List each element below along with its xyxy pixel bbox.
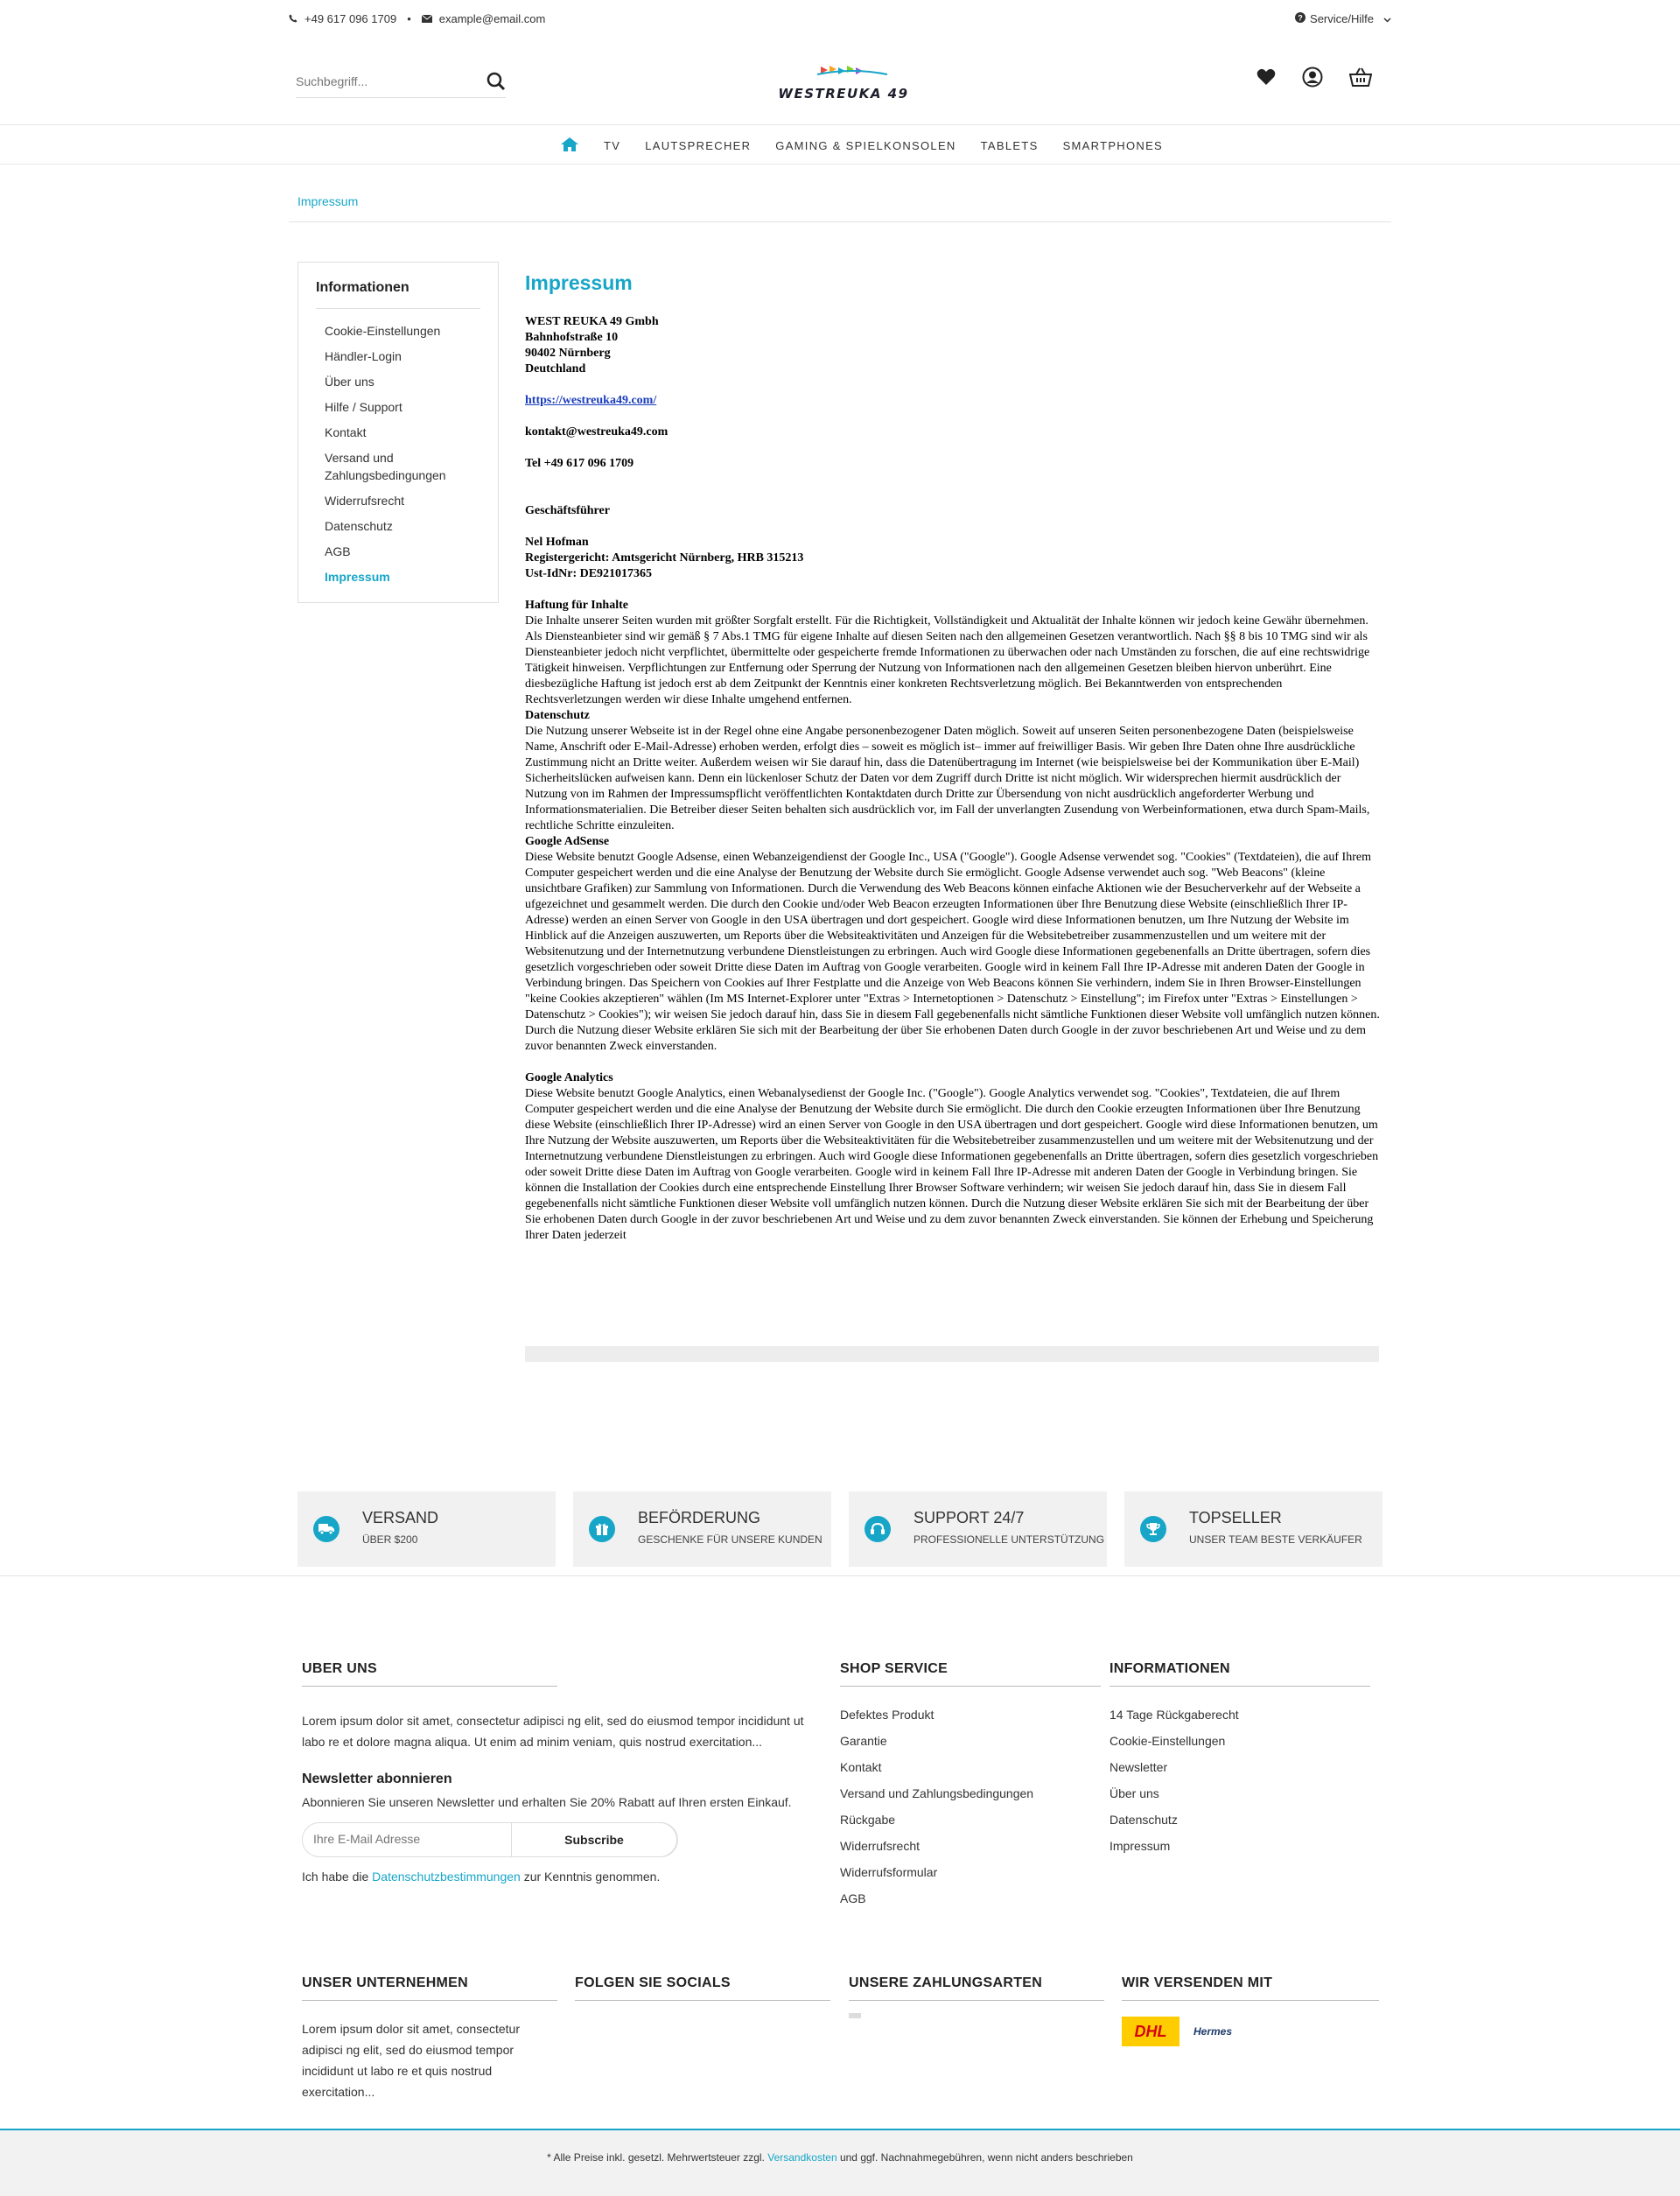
search-box xyxy=(296,68,506,98)
analytics-title: Google Analytics xyxy=(525,1071,613,1084)
footer-info-item[interactable]: Datenschutz xyxy=(1110,1813,1178,1827)
feature-subtitle: GESCHENKE FÜR UNSERE KUNDEN xyxy=(638,1533,822,1546)
adsense-text: Diese Website benutzt Google Adsense, einen Webanzeigendienst der Google Inc., USA ("Google"). Google Adsense verwendet sog. "Cookies" (Textdateien), die auf Ihrem Computer gespeichert werden und die eine Analyse der Benutzung der Website durch Sie ermöglicht. Google Adsense verwendet auch sog. "Web Beacons" (kleine unsichtbare Grafiken) zur Sammlung von Informationen. Durch die Verwendung des Web Beacons können einfache Aktionen wie der Besucherverkehr auf der Webseite a ufgezeichnet und gesammelt werden. Die durch den Cookie und/oder Web Beacon erzeugten Informationen über Ihre Benutzung diese Website (einschließlich Ihrer IP-Adresse) werden an einen Server von Google in den USA übertragen und dort gespeichert. Google wird diese Informationen benutzen, um Ihre Nutzung der Website im Hinblick auf die Anzeigen auszuwerten, um Reports über die Websiteaktivitäten und Anzeigen für die Websitebetreiber zusammenzustellen und um weitere mit der Websitenutzung und der Internetnutzung verbundene Dienstleistungen zu erbringen. Auch wird Google diese Informationen gegebenenfalls an Dritte übertragen, sofern dies gesetzlich vorgeschrieben oder soweit Dritte diese Daten im Auftrag von Google verarbeiten. Google wird in keinem Fall Ihre IP-Adresse mit anderen Daten der Google in Verbindung bringen. Das Speichern von Cookies auf Ihrer Festplatte und die Anzeige von Web Beacons können Sie verhindern, indem Sie in Ihren Browser-Einstellungen "keine Cookies akzeptieren" wählen (Im MS Internet-Explorer unter "Extras > Internetoptionen > Datenschutz > Einstellung"; im Firefox unter "Extras > Einstellungen > Datenschutz > Cookies"); wir weisen Sie jedoch darauf hin, dass Sie in diesem Fall gegebenenfalls nicht sämtliche Funktionen dieser Website voll umfänglich nutzen können. Durch die Nutzung dieser Website erklären Sie sich mit der Bearbeitung der über Sie erhobenen Daten durch Google in der zuvor beschriebenen Art und Weise und zu dem zuvor benannten Zweck einverstanden. xyxy=(525,851,1380,1053)
website-link[interactable]: https://westreuka49.com/ xyxy=(525,394,657,407)
trophy-icon xyxy=(1140,1516,1166,1542)
footer-shop-item[interactable]: Rückgabe xyxy=(840,1813,896,1827)
truck-icon xyxy=(313,1516,340,1542)
vat-id: Ust-IdNr: DE921017365 xyxy=(525,567,653,580)
feature-title: TOPSELLER xyxy=(1189,1509,1282,1526)
adsense-title: Google AdSense xyxy=(525,835,610,848)
footer-shop-title: SHOP SERVICE xyxy=(840,1661,1101,1687)
versandkosten-link[interactable]: Versandkosten xyxy=(767,2151,837,2164)
footer-shipping xyxy=(1122,1975,1379,2046)
service-label: Service/Hilfe xyxy=(1310,12,1374,25)
price-disclaimer xyxy=(0,2151,1680,2164)
content-bottom-band xyxy=(525,1346,1379,1362)
footer-about xyxy=(302,1661,557,1687)
footer-shop-item[interactable]: AGB xyxy=(840,1891,866,1905)
datenschutz-text: Die Nutzung unserer Webseite ist in der Regel ohne eine Angabe personenbezogener Daten möglich. Soweit auf unseren Seiten personenbezogene Daten (beispielsweise Name, Anschrift oder E-Mail-Adresse) erhoben werden, erfolgt dies – soweit es möglich ist– immer auf freiwilliger Basis. Wir geben Ihre Daten ohne Ihre ausdrückliche Zustimmung nicht an Dritte weiter. Außerdem weisen wir Sie darauf hin, dass die Datenübertragung im Internet (wie beispielsweise bei der Kommunikation über E-Mail) Sicherheitslücken aufweisen kann. Denn ein lückenloser Schutz der Daten vor dem Zugriff durch Dritte ist nicht möglich. Wir widersprechen hiermit ausdrücklich der Nutzung von im Rahmen der Impressumspflicht veröffentlichten Kontaktdaten durch Dritte zur Übersendung von nicht ausdrücklich angeforderter Werbung und Informationsmaterialien. Die Betreiber dieser Seiten behalten sich ausdrücklich vor, im Fall der unverlangten Zusendung von Werbeinformationen, etwa durch Spam-Mails, rechtliche Schritte einzuleiten. xyxy=(525,725,1370,832)
footer-company xyxy=(302,1975,557,2102)
top-bar xyxy=(289,12,1391,26)
contact-email: kontakt@westreuka49.com xyxy=(525,425,668,438)
haftung-title: Haftung für Inhalte xyxy=(525,599,628,612)
privacy-pre: Ich habe die xyxy=(302,1870,373,1884)
home-icon[interactable] xyxy=(560,137,579,155)
sidebar-item-impressum[interactable]: Impressum xyxy=(325,570,390,584)
company-street: Bahnhofstraße 10 xyxy=(525,331,619,344)
nav-item-smartphones[interactable]: SMARTPHONES xyxy=(1062,138,1164,152)
analytics-text: Diese Website benutzt Google Analytics, einen Webanalysedienst der Google Inc. ("Google"). Google Analytics verwendet sog. "Cookies", Textdateien, die auf Ihrem Computer gespeichert werden und die eine Analyse der Benutzung der Website durch Sie ermöglicht. Die durch den Cookie erzeugten Informationen über Ihre Benutzung diese Website (einschließlich Ihrer IP-Adresse) wird an einen Server von Google in den USA übertragen und dort gespeichert. Google wird diese Informationen benutzen, um Ihre Nutzung der Website auszuwerten, um Reports über die Websiteaktivitäten für die Websitebetreiber zusammenzustellen und um weitere mit der Websitenutzung und der Internetnutzung verbundene Dienstleistungen zu erbringen. Auch wird Google diese Informationen gegebenenfalls an Dritte übertragen, sofern dies gesetzlich vorgeschrieben oder soweit Dritte diese Daten im Auftrag von Google verarbeiten. Google wird in keinem Fall Ihre IP-Adresse mit anderen Daten der Google in Verbindung bringen. Sie können die Installation der Cookies durch eine entsprechende Einstellung Ihrer Browser Software verhindern; wir weisen Sie jedoch darauf hin, dass Sie in diesem Fall gegebenenfalls nicht sämtliche Funktionen dieser Website voll umfänglich nutzen können. Durch die Nutzung dieser Website erklären Sie sich mit der Bearbeitung der über Sie erhobenen Daten durch Google in der zuvor beschriebenen Art und Weise und zu dem zuvor benannten Zweck einverstanden. Sie können der Erhebung und Speicherung Ihrer Daten jederzeit xyxy=(525,1087,1379,1242)
footer-informationen xyxy=(1110,1661,1370,1859)
privacy-link[interactable]: Datenschutzbestimmungen xyxy=(372,1870,521,1884)
footer-social-title: FOLGEN SIE SOCIALS xyxy=(575,1975,830,2001)
footer-info-title: INFORMATIONEN xyxy=(1110,1661,1370,1687)
service-dropdown[interactable] xyxy=(1295,12,1391,25)
header xyxy=(289,53,1391,105)
subscribe-button[interactable]: Subscribe xyxy=(511,1822,677,1857)
privacy-post: zur Kenntnis genommen. xyxy=(520,1870,661,1884)
search-icon[interactable] xyxy=(486,72,506,95)
nav-item-lautsprecher[interactable]: LAUTSPRECHER xyxy=(645,138,752,152)
email-link[interactable]: example@email.com xyxy=(438,12,546,25)
sidebar-item-hilfe[interactable]: Hilfe / Support xyxy=(325,400,402,414)
feature-topseller xyxy=(1124,1491,1382,1567)
footer-shop-item[interactable]: Widerrufsformular xyxy=(840,1865,938,1879)
contact-phone: Tel +49 617 096 1709 xyxy=(525,457,634,470)
feature-subtitle: ÜBER $200 xyxy=(362,1533,418,1546)
footer-divider xyxy=(0,1575,1680,1576)
company-country: Deutchland xyxy=(525,362,586,375)
feature-versand xyxy=(298,1491,556,1567)
info-sidebar xyxy=(298,262,499,603)
feature-support xyxy=(849,1491,1107,1567)
company-city: 90402 Nürnberg xyxy=(525,347,611,360)
phone-link[interactable]: +49 617 096 1709 xyxy=(304,12,397,25)
sidebar-divider xyxy=(316,308,480,309)
headset-icon xyxy=(864,1516,891,1542)
disclaimer-pre: * Alle Preise inkl. gesetzl. Mehrwertsteuer zzgl. xyxy=(547,2151,768,2164)
footer-company-text: Lorem ipsum dolor sit amet, consectetur adipisci ng elit, sed do eiusmod tempor incididunt ut labo re et quis nostrud exercitation... xyxy=(302,2022,520,2099)
footer-ship-title: WIR VERSENDEN MIT xyxy=(1122,1975,1379,2001)
sidebar-item-kontakt[interactable]: Kontakt xyxy=(325,425,367,439)
topbar-separator: • xyxy=(407,12,411,25)
footer-info-item[interactable]: Cookie-Einstellungen xyxy=(1110,1734,1226,1748)
basket-icon[interactable] xyxy=(1349,67,1372,92)
main-content xyxy=(525,271,1381,1244)
footer-info-item[interactable]: Newsletter xyxy=(1110,1760,1168,1774)
footer-socials xyxy=(575,1975,830,2001)
footer-shop-item[interactable]: Defektes Produkt xyxy=(840,1708,934,1722)
svg-text:?: ? xyxy=(1298,13,1303,23)
payment-logo-placeholder xyxy=(849,2013,861,2018)
register-court: Registergericht: Amtsgericht Nürnberg, HRB 315213 xyxy=(525,551,804,565)
impressum-document xyxy=(525,314,1381,1244)
sidebar-item-widerruf[interactable]: Widerrufsrecht xyxy=(325,494,405,508)
sidebar-item-datenschutz[interactable]: Datenschutz xyxy=(325,519,393,533)
sidebar-item-ueber-uns[interactable]: Über uns xyxy=(325,375,374,389)
newsletter-text: Abonnieren Sie unseren Newsletter und erhalten Sie 20% Rabatt auf Ihren ersten Einkauf. xyxy=(302,1795,792,1809)
footer-info-item[interactable]: 14 Tage Rückgaberecht xyxy=(1110,1708,1239,1722)
datenschutz-title: Datenschutz xyxy=(525,709,590,722)
breadcrumb xyxy=(289,184,1391,222)
dhl-logo: DHL xyxy=(1122,2017,1180,2046)
nav-item-gaming[interactable]: GAMING & SPIELKONSOLEN xyxy=(775,138,956,152)
disclaimer-post: und ggf. Nachnahmegebühren, wenn nicht anders beschrieben xyxy=(836,2151,1133,2164)
chevron-down-icon xyxy=(1383,12,1391,25)
logo[interactable] xyxy=(765,63,922,102)
footer-info-item[interactable]: Über uns xyxy=(1110,1786,1159,1800)
privacy-consent xyxy=(302,1870,660,1884)
user-icon[interactable] xyxy=(1302,67,1323,92)
footer-about-title: UBER UNS xyxy=(302,1661,557,1687)
main-nav xyxy=(0,124,1680,165)
gift-icon xyxy=(589,1516,615,1542)
page-title: Impressum xyxy=(525,271,633,294)
search-input[interactable] xyxy=(296,68,471,95)
ceo-label: Geschäftsführer xyxy=(525,504,610,517)
haftung-text: Die Inhalte unserer Seiten wurden mit größter Sorgfalt erstellt. Für die Richtigkeit, Vollständigkeit und Aktualität der Inhalte können wir jedoch keine Gewähr übernehmen. Als Diensteanbieter sind wir gemäß § 7 Abs.1 TMG für eigene Inhalte auf diesen Seiten nach den allgemeinen Gesetzen verantwortlich. Nach §§ 8 bis 10 TMG sind wir als Diensteanbieter jedoch nicht verpflichtet, übermittelte oder gespeicherte fremde Informationen zu überwachen oder nach Umständen zu forschen, die auf eine rechtswidrige Tätigkeit hinweisen. Verpflichtungen zur Entfernung oder Sperrung der Nutzung von Informationen nach den allgemeinen Gesetzen bleiben hiervon unberührt. Eine diesbezügliche Haftung ist jedoch erst ab dem Zeitpunkt der Kenntnis einer konkreten Rechtsverletzung möglich. Bei Bekanntwerden von entsprechenden Rechtsverletzungen werden wir diese Inhalte umgehend entfernen. xyxy=(525,614,1370,706)
newsletter-form xyxy=(302,1822,678,1857)
feature-title: BEFÖRDERUNG xyxy=(638,1509,761,1526)
sidebar-item-versand[interactable]: Versand und Zahlungsbedingungen xyxy=(325,451,446,482)
footer-info-item[interactable]: Impressum xyxy=(1110,1839,1171,1853)
sidebar-title: Informationen xyxy=(316,280,410,295)
feature-title: SUPPORT 24/7 xyxy=(914,1509,1025,1526)
logo-text: WESTREUKA 49 xyxy=(778,86,909,102)
footer-about-text: Lorem ipsum dolor sit amet, consectetur adipisci ng elit, sed do eiusmod tempor incididunt ut labo re et dolore magna aliqua. Ut enim ad minim veniam, quis nostrud exercitation... xyxy=(302,1714,804,1749)
footer-company-title: UNSER UNTERNEHMEN xyxy=(302,1975,557,2001)
footer-payment xyxy=(849,1975,1104,2018)
ceo-name: Nel Hofman xyxy=(525,536,589,549)
footer-payment-title: UNSERE ZAHLUNGSARTEN xyxy=(849,1975,1104,2001)
feature-subtitle: UNSER TEAM BESTE VERKÄUFER xyxy=(1189,1533,1362,1546)
footer-shop-item[interactable]: Garantie xyxy=(840,1734,887,1748)
footer-shop-item[interactable]: Widerrufsrecht xyxy=(840,1839,920,1853)
newsletter-title: Newsletter abonnieren xyxy=(302,1772,452,1786)
newsletter-email-input[interactable] xyxy=(313,1832,506,1846)
company-name: WEST REUKA 49 Gmbh xyxy=(525,315,659,328)
footer-shop-service xyxy=(840,1661,1101,1912)
mail-icon xyxy=(422,12,432,25)
sidebar-item-cookie[interactable]: Cookie-Einstellungen xyxy=(325,324,441,338)
sidebar-item-agb[interactable]: AGB xyxy=(325,544,351,558)
footer-shop-item[interactable]: Kontakt xyxy=(840,1760,882,1774)
hermes-logo: Hermes xyxy=(1194,2025,1233,2038)
nav-item-tv[interactable]: TV xyxy=(604,138,621,152)
feature-befoerderung xyxy=(573,1491,831,1567)
nav-item-tablets[interactable]: TABLETS xyxy=(980,138,1039,152)
feature-subtitle: PROFESSIONELLE UNTERSTÜTZUNG xyxy=(914,1533,1105,1546)
feature-title: VERSAND xyxy=(362,1509,439,1526)
sidebar-item-haendler[interactable]: Händler-Login xyxy=(325,349,402,363)
question-circle-icon xyxy=(1295,12,1306,25)
footer-shop-item[interactable]: Versand und Zahlungsbedingungen xyxy=(840,1786,1034,1800)
bottom-bar xyxy=(0,2129,1680,2196)
breadcrumb-item[interactable]: Impressum xyxy=(298,194,359,208)
heart-icon[interactable] xyxy=(1256,68,1276,90)
phone-icon xyxy=(289,12,298,25)
